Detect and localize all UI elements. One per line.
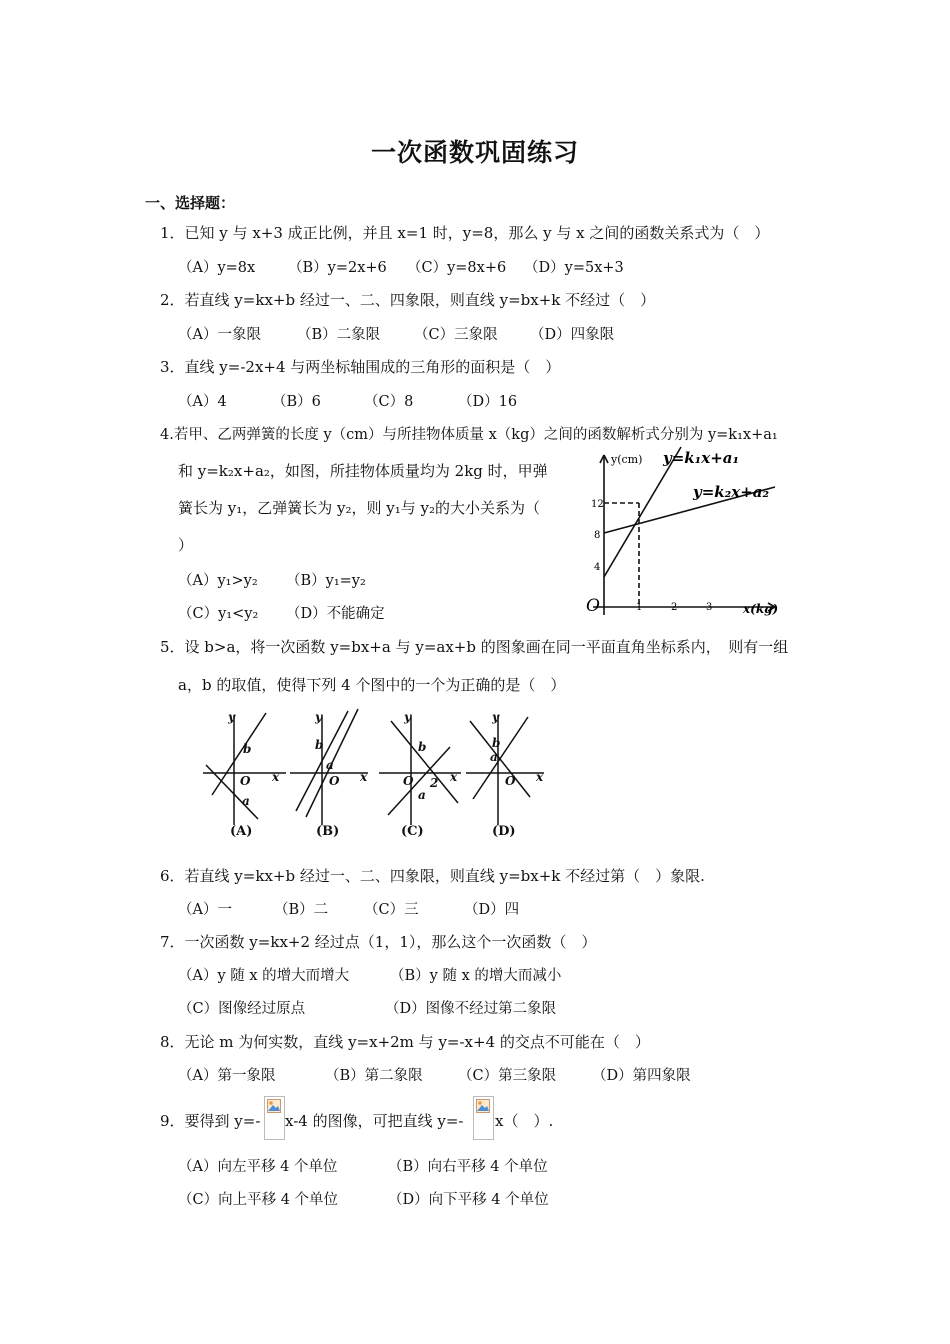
q3-option-b[interactable]: （B）6 (272, 394, 321, 410)
q8-stem: 8．无论 m 为何实数，直线 y=x+2m 与 y=-x+4 的交点不可能在（ ） (160, 1033, 650, 1051)
q5c-b: b (418, 740, 427, 754)
q9-stem-a: 9．要得到 y=- (160, 1112, 261, 1130)
q4-ytick-4: 4 (594, 562, 601, 573)
q1-option-d[interactable]: （D）y=5x+3 (524, 260, 624, 276)
broken-image-icon (267, 1099, 281, 1113)
q5b-o: O (329, 774, 340, 788)
q1-stem: 1．已知 y 与 x+3 成正比例，并且 x=1 时，y=8，那么 y 与 x 之间的函数关系式为（ ） (160, 224, 770, 242)
q2-option-a[interactable]: （A）一象限 (178, 327, 261, 343)
q7-option-a[interactable]: （A）y 随 x 的增大而增大 (178, 968, 350, 984)
q5d-b: b (492, 736, 501, 750)
q8-option-c[interactable]: （C）第三象限 (458, 1068, 557, 1084)
q4-line1-label: y=k₁x+a₁ (663, 449, 740, 467)
q3-option-a[interactable]: （A）4 (178, 394, 227, 410)
q5d-a: a (490, 750, 498, 764)
q4-y-label: y(cm) (611, 453, 643, 466)
q2-option-c[interactable]: （C）三象限 (414, 327, 498, 343)
q5-panel-b-label: (B) (316, 824, 340, 839)
q4-stem-line2: 和 y=k₂x+a₂，如图，所挂物体质量均为 2kg 时，甲弹 (178, 462, 548, 480)
q5d-x: x (536, 770, 544, 784)
q2-stem: 2．若直线 y=kx+b 经过一、二、四象限，则直线 y=bx+k 不经过（ ） (160, 291, 656, 309)
q4-option-a[interactable]: （A）y₁>y₂ (178, 573, 258, 589)
q5d-y: y (492, 710, 499, 724)
q6-option-a[interactable]: （A）一 (178, 902, 232, 918)
q4-stem-line1: 4.若甲、乙两弹簧的长度 y（cm）与所挂物体质量 x（kg）之间的函数解析式分别为 y=k₁x+a₁ (160, 427, 778, 443)
q5c-o: O (403, 774, 414, 788)
q4-ytick-12: 12 (591, 499, 604, 510)
q5a-y: y (228, 710, 235, 724)
q5b-a: a (326, 758, 334, 772)
q4-option-d[interactable]: （D）不能确定 (286, 606, 385, 622)
q7-option-d[interactable]: （D）图像不经过第二象限 (385, 1001, 557, 1017)
q1-option-a[interactable]: （A）y=8x (178, 260, 256, 276)
q7-option-b[interactable]: （B）y 随 x 的增大而减小 (390, 968, 562, 984)
q4-xtick-1: 1 (636, 602, 643, 613)
q5a-o: O (240, 774, 251, 788)
q9-option-c[interactable]: （C）向上平移 4 个单位 (178, 1192, 339, 1208)
q4-xtick-2: 2 (671, 602, 678, 613)
q9-option-d[interactable]: （D）向下平移 4 个单位 (388, 1192, 549, 1208)
q6-option-b[interactable]: （B）二 (274, 902, 329, 918)
broken-image-icon (476, 1099, 490, 1113)
fraction-image-placeholder (264, 1096, 285, 1140)
q7-stem: 7．一次函数 y=kx+2 经过点（1，1），那么这个一次函数（ ） (160, 933, 597, 951)
q3-option-c[interactable]: （C）8 (364, 394, 414, 410)
q4-ytick-8: 8 (594, 530, 601, 541)
q8-option-a[interactable]: （A）第一象限 (178, 1068, 276, 1084)
q5a-x: x (272, 770, 280, 784)
q9-option-b[interactable]: （B）向右平移 4 个单位 (388, 1159, 548, 1175)
q8-option-d[interactable]: （D）第四象限 (592, 1068, 691, 1084)
q5c-x: x (450, 770, 458, 784)
q5b-x: x (360, 770, 368, 784)
q5c-y: y (404, 710, 411, 724)
q2-option-d[interactable]: （D）四象限 (530, 327, 615, 343)
section-heading: 一、选择题： (145, 194, 236, 212)
q4-origin-label: O (586, 596, 600, 616)
page-title: 一次函数巩固练习 (370, 138, 579, 167)
q5b-b: b (315, 738, 324, 752)
q3-option-d[interactable]: （D）16 (458, 394, 518, 410)
q8-option-b[interactable]: （B）第二象限 (325, 1068, 423, 1084)
q6-stem: 6．若直线 y=kx+b 经过一、二、四象限，则直线 y=bx+k 不经过第（ ）象限. (160, 867, 705, 885)
q5-panels (198, 707, 560, 842)
q6-option-d[interactable]: （D）四 (464, 902, 520, 918)
q5-stem-line1: 5．设 b>a，将一次函数 y=bx+a 与 y=ax+b 的图象画在同一平面直角坐标系内， 则有一组 (160, 638, 789, 656)
q1-option-b[interactable]: （B）y=2x+6 (288, 260, 387, 276)
q4-line2-label: y=k₂x+a₂ (693, 483, 770, 501)
fraction-image-placeholder-2 (473, 1096, 494, 1140)
q4-xtick-3: 3 (706, 602, 713, 613)
q5-stem-line2: a，b 的取值，使得下列 4 个图中的一个为正确的是（ ） (178, 676, 566, 694)
q4-option-b[interactable]: （B）y₁=y₂ (286, 573, 366, 589)
q9-stem-b: x-4 的图像，可把直线 y=- (285, 1112, 464, 1130)
q5d-o: O (505, 774, 516, 788)
q5c-two: 2 (430, 776, 439, 790)
q5-panel-a-label: (A) (230, 824, 253, 839)
q7-option-c[interactable]: （C）图像经过原点 (178, 1001, 306, 1017)
q5c-a: a (418, 788, 426, 802)
q5b-y: y (315, 710, 322, 724)
q3-stem: 3．直线 y=-2x+4 与两坐标轴围成的三角形的面积是（ ） (160, 358, 561, 376)
q5-panel-c-label: (C) (401, 824, 424, 839)
q4-option-c[interactable]: （C）y₁<y₂ (178, 606, 259, 622)
q2-option-b[interactable]: （B）二象限 (297, 327, 381, 343)
q5-panel-d-label: (D) (492, 824, 516, 839)
q4-stem-line4: ） (178, 536, 194, 554)
q5a-b: b (243, 742, 252, 756)
q4-spring-graph (575, 445, 785, 620)
q5a-a: a (242, 794, 250, 808)
q4-x-label: x(kg) (743, 602, 779, 616)
q9-option-a[interactable]: （A）向左平移 4 个单位 (178, 1159, 338, 1175)
q6-option-c[interactable]: （C）三 (364, 902, 419, 918)
q1-option-c[interactable]: （C）y=8x+6 (407, 260, 507, 276)
q4-stem-line3: 簧长为 y₁，乙弹簧长为 y₂，则 y₁与 y₂的大小关系为（ (178, 499, 541, 517)
q9-stem-c: x（ ）. (495, 1112, 554, 1130)
